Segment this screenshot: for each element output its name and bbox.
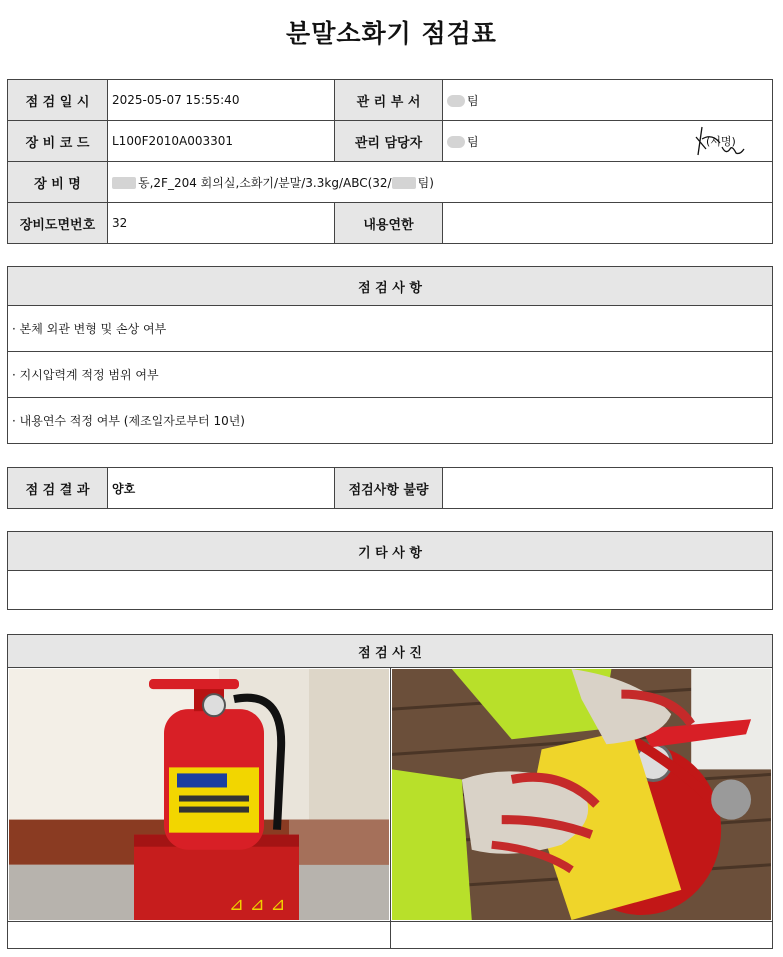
result-label: 점 검 결 과 <box>8 468 108 509</box>
redaction-mask <box>447 136 465 148</box>
gloved-hands-cleaning-photo <box>392 669 771 920</box>
name-text-2: 팀) <box>417 175 434 190</box>
checklist-item: · 내용연수 적정 여부 (제조일자로부터 10년) <box>8 398 773 444</box>
remarks-value <box>8 571 773 610</box>
name-label: 장 비 명 <box>8 162 108 203</box>
signature-image <box>692 125 752 159</box>
photo-cell-2 <box>391 668 773 922</box>
dept-text: 팀 <box>467 93 479 108</box>
defect-label: 점검사항 불량 <box>335 468 443 509</box>
name-text-1: 동,2F_204 회의실,소화기/분말/3.3kg/ABC(32/ <box>138 175 392 190</box>
photo-caption <box>391 922 773 949</box>
inspection-datetime-label: 점 검 일 시 <box>8 80 108 121</box>
name-value <box>108 162 773 203</box>
redaction-mask <box>447 95 465 107</box>
manager-value <box>443 121 773 162</box>
manager-label: 관리 담당자 <box>335 121 443 162</box>
photo-caption <box>8 922 391 949</box>
page-title: 분말소화기 점검표 <box>286 19 497 48</box>
signature-label: (서명) <box>706 135 736 148</box>
result-table <box>7 467 773 509</box>
remarks-table <box>7 531 773 610</box>
result-value: 양호 <box>108 468 335 509</box>
photo-cell-1 <box>8 668 391 922</box>
checklist-item: · 본체 외관 변형 및 손상 여부 <box>8 306 773 352</box>
checklist-item: · 지시압력계 적정 범위 여부 <box>8 352 773 398</box>
dept-value <box>443 80 773 121</box>
remarks-header: 기 타 사 항 <box>8 532 773 571</box>
drawing-no-label: 장비도면번호 <box>8 203 108 244</box>
info-table <box>7 79 773 244</box>
svg-text:⊿ ⊿ ⊿: ⊿ ⊿ ⊿ <box>229 893 286 915</box>
photos-table <box>7 634 773 949</box>
drawing-no-value: 32 <box>108 203 335 244</box>
inspection-datetime-value: 2025-05-07 15:55:40 <box>108 80 335 121</box>
redaction-mask <box>112 177 136 189</box>
code-label: 장 비 코 드 <box>8 121 108 162</box>
redaction-mask <box>392 177 416 189</box>
manager-text: 팀 <box>467 134 479 149</box>
code-value: L100F2010A003301 <box>108 121 335 162</box>
checklist-table <box>7 266 773 444</box>
lifespan-label: 내용연한 <box>335 203 443 244</box>
photos-header: 점 검 사 진 <box>8 635 773 668</box>
fire-extinguisher-photo <box>9 669 389 920</box>
lifespan-value <box>443 203 773 244</box>
checklist-header: 점 검 사 항 <box>8 267 773 306</box>
dept-label: 관 리 부 서 <box>335 80 443 121</box>
defect-value <box>443 468 773 509</box>
